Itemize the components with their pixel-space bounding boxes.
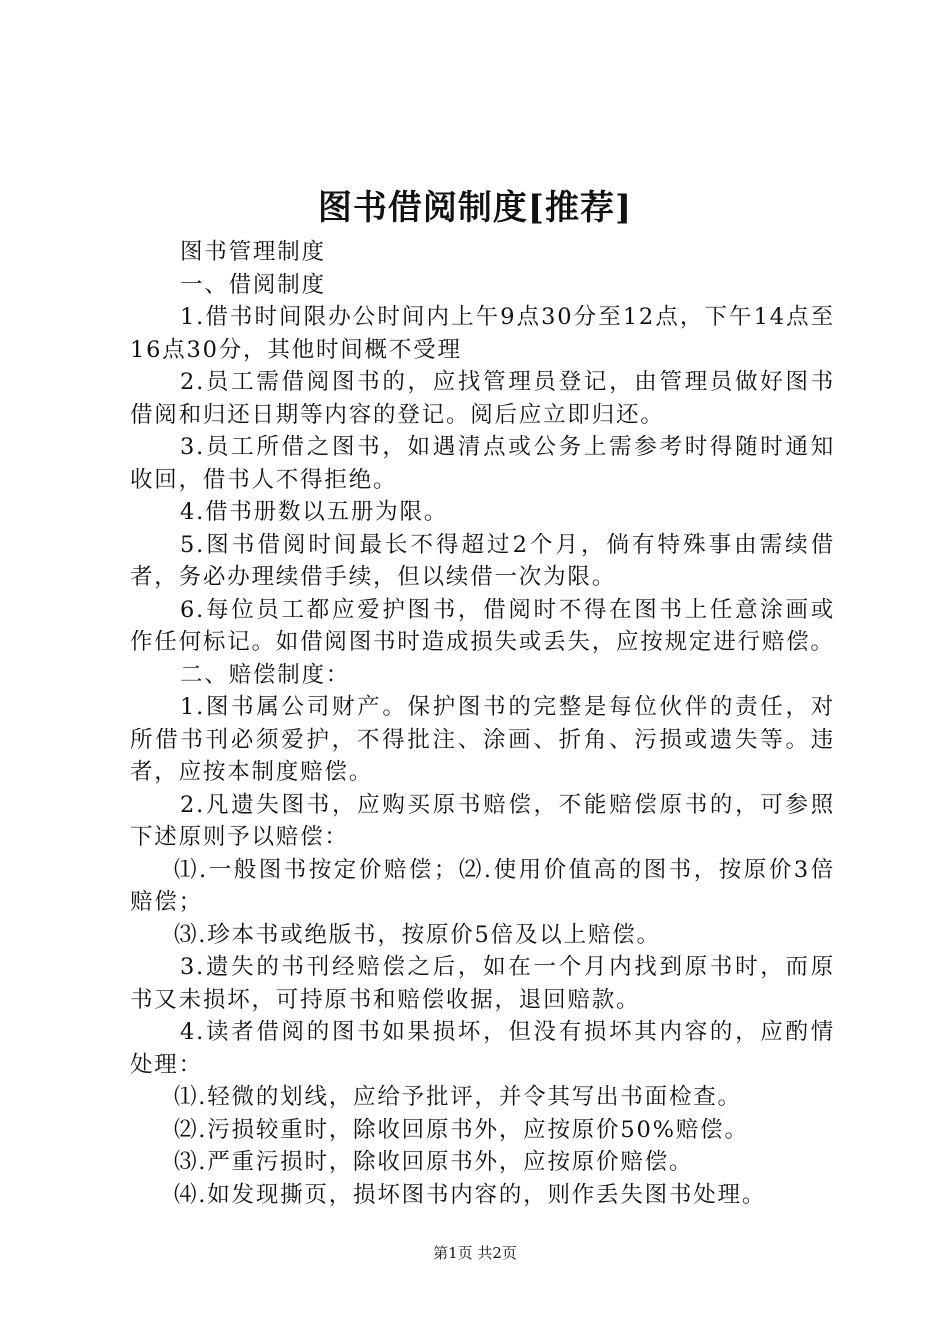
section-heading: 一、借阅制度: [180, 271, 326, 298]
paragraph: 5.图书借阅时间最长不得超过2个月，倘有特殊事由需续借者，务必办理续借手续，但以续借一次为限。: [130, 531, 835, 590]
document-title: 图书借阅制度[推荐]: [317, 188, 633, 228]
section-heading: 图书管理制度: [180, 239, 326, 265]
paragraph: 1.借书时间限办公时间内上午9点30分至12点，下午14点至16点30分，其他时间概不受理: [130, 304, 835, 363]
paragraph: 4.借书册数以五册为限。: [180, 499, 449, 525]
paragraph: 3.遗失的书刊经赔偿之后，如在一个月内找到原书时，而原书又未损坏，可持原书和赔偿收据，退回赔款。: [130, 954, 835, 1013]
section-heading: 二、赔偿制度：: [180, 661, 351, 688]
paragraph: 1.图书属公司财产。保护图书的完整是每位伙伴的责任，对所借书刊必须爱护，不得批注、涂画、折角、污损或遗失等。违者，应按本制度赔偿。: [130, 694, 835, 785]
paragraph: ⑶.严重污损时，除收回原书外，应按原价赔偿。: [174, 1149, 694, 1175]
paragraph: 2.员工需借阅图书的，应找管理员登记，由管理员做好图书借阅和归还日期等内容的登记。阅后应立即归还。: [130, 369, 835, 428]
page-footer: 第1页 共2页: [433, 1244, 517, 1262]
paragraph: ⑵.污损较重时，除收回原书外，应按原价50%赔偿。: [174, 1116, 749, 1143]
paragraph: ⑴.轻微的划线，应给予批评，并令其写出书面检查。: [174, 1084, 742, 1110]
paragraph: 3.员工所借之图书，如遇清点或公务上需参考时得随时通知收回，借书人不得拒绝。: [130, 434, 835, 493]
paragraph: ⑶.珍本书或绝版书，按原价5倍及以上赔偿。: [174, 921, 661, 948]
document-body: [130, 236, 835, 1211]
paragraph: 6.每位员工都应爱护图书，借阅时不得在图书上任意涂画或作任何标记。如借阅图书时造成损失或丢失，应按规定进行赔偿。: [130, 596, 835, 655]
paragraph: ⑷.如发现撕页，损坏图书内容的，则作丢失图书处理。: [174, 1181, 767, 1208]
paragraph: 4.读者借阅的图书如果损坏，但没有损坏其内容的，应酌情处理：: [130, 1019, 835, 1078]
paragraph: ⑴.一般图书按定价赔偿；⑵.使用价值高的图书，按原价3倍赔偿；: [130, 856, 835, 915]
paragraph: 2.凡遗失图书，应购买原书赔偿，不能赔偿原书的，可参照下述原则予以赔偿：: [130, 791, 835, 850]
